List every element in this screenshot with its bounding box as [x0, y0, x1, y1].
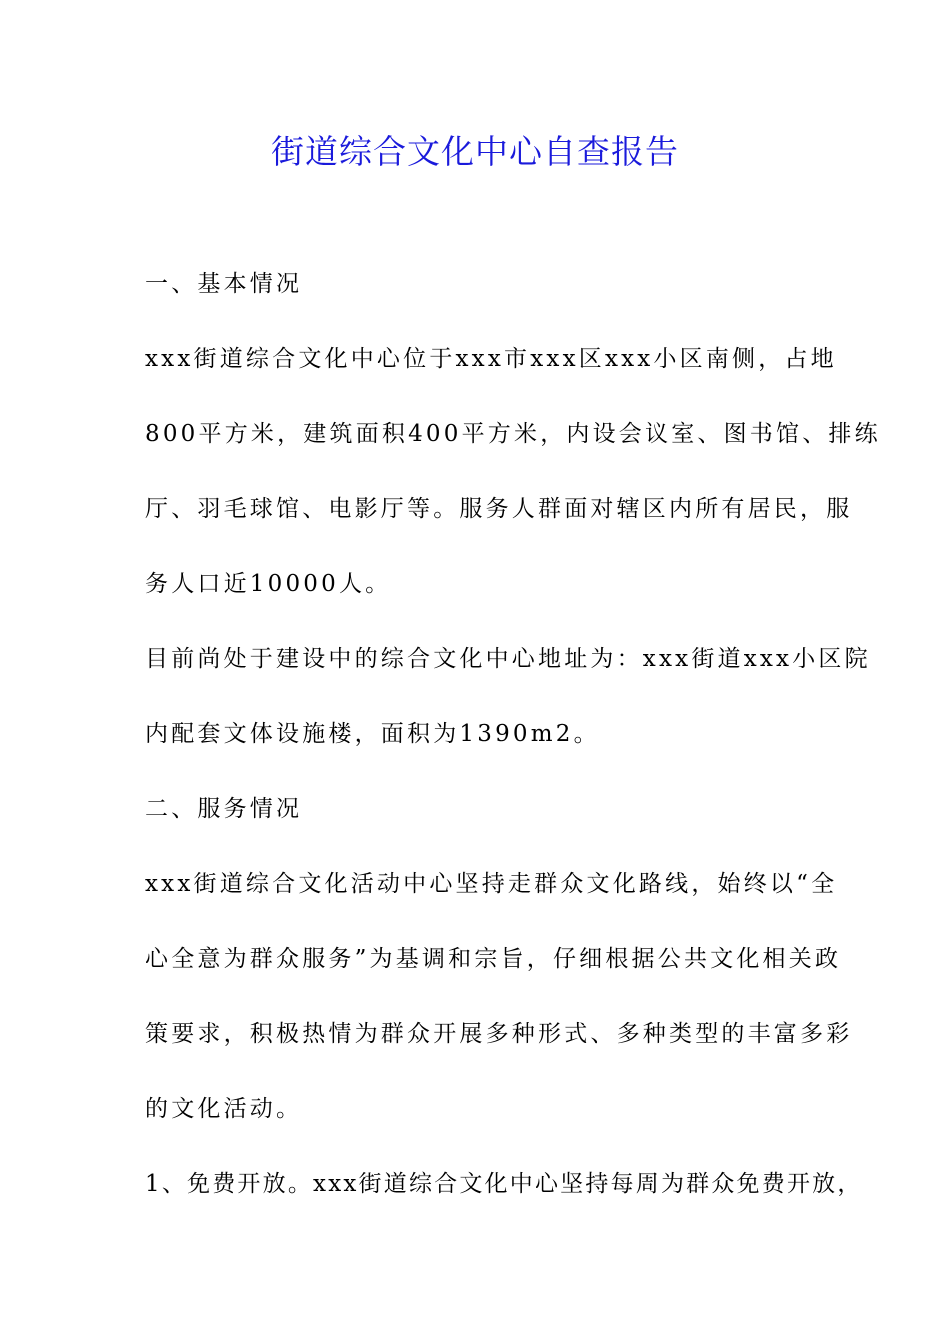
- document-title: 街道综合文化中心自查报告: [271, 132, 679, 171]
- paragraph-line: 的文化活动。: [145, 1096, 303, 1122]
- section-heading-basic-info: 一、基本情况: [145, 271, 303, 297]
- paragraph-line: 内配套文体设施楼，面积为1390m2。: [145, 721, 600, 747]
- paragraph-line: 务人口近10000人。: [145, 571, 392, 597]
- paragraph-line: 目前尚处于建设中的综合文化中心地址为：xxx街道xxx小区院: [145, 646, 871, 672]
- paragraph-line: xxx街道综合文化活动中心坚持走群众文化路线，始终以“全: [145, 871, 838, 897]
- paragraph-line: 心全意为群众服务”为基调和宗旨，仔细根据公共文化相关政: [145, 946, 842, 972]
- paragraph-line: 800平方米，建筑面积400平方米，内设会议室、图书馆、排练: [145, 421, 881, 447]
- paragraph-line: 策要求，积极热情为群众开展多种形式、多种类型的丰富多彩: [145, 1021, 853, 1047]
- paragraph-line: 厅、羽毛球馆、电影厅等。服务人群面对辖区内所有居民，服: [145, 496, 853, 522]
- document-body: [145, 262, 881, 1237]
- paragraph-line: xxx街道综合文化中心位于xxx市xxx区xxx小区南侧，占地: [145, 346, 837, 372]
- paragraph-line: 1、免费开放。xxx街道综合文化中心坚持每周为群众免费开放，: [145, 1171, 863, 1197]
- section-heading-service-info: 二、服务情况: [145, 796, 303, 822]
